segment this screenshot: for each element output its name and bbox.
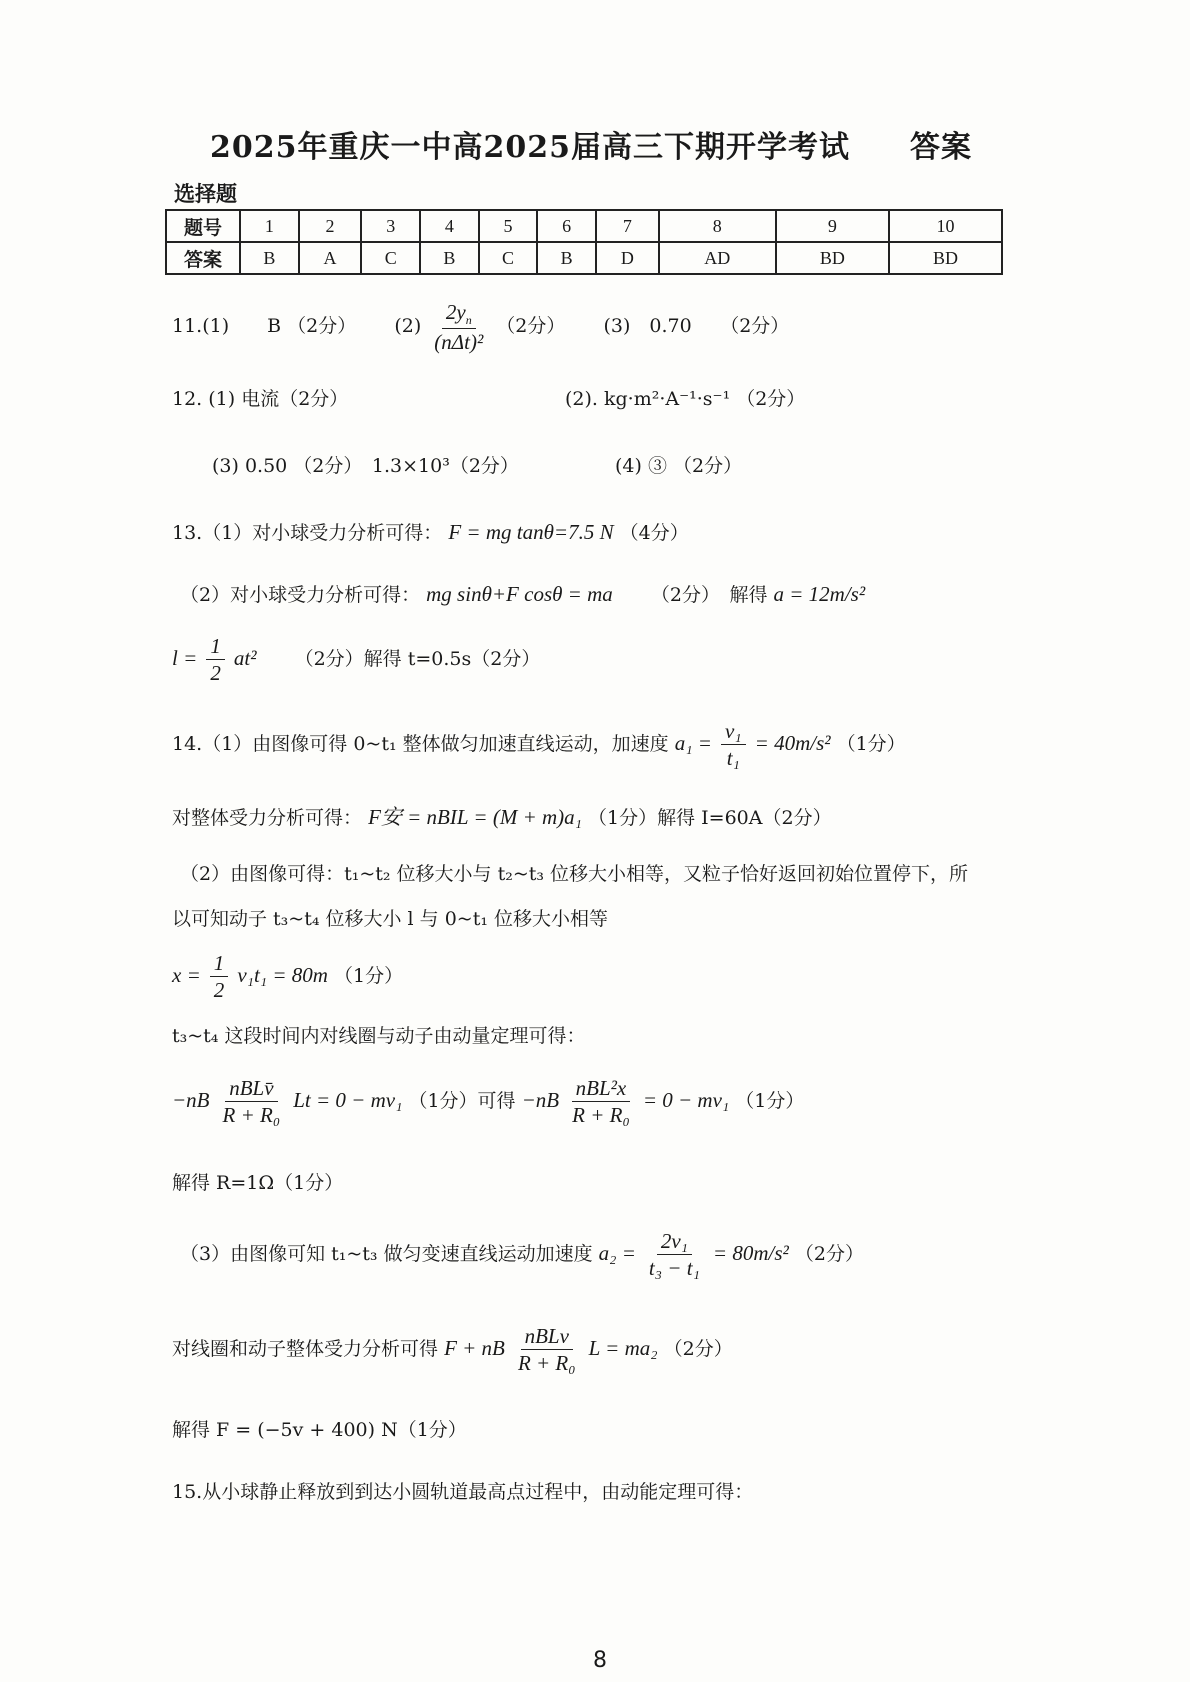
question-number-cell: 6 (537, 210, 596, 242)
q14-line1-rhs: = 40m/s² (754, 730, 831, 755)
q13-line3-lhs: l = (172, 645, 198, 670)
answer-cell: C (361, 242, 420, 274)
page-number: 8 (593, 1648, 607, 1673)
answer-heading: 答案 (910, 130, 972, 165)
answer-cell: B (240, 242, 299, 274)
q13-line2-text: （2）对小球受力分析可得： (180, 584, 421, 606)
q14-line9 (180, 1228, 864, 1282)
answer-cell: C (479, 242, 538, 274)
answer-cell: A (299, 242, 362, 274)
q14-line11: 解得 F = (−5v + 400) N（1分） (172, 1419, 467, 1441)
question-number-cell: 9 (776, 210, 889, 242)
multiple-choice-answer-table (165, 209, 1003, 275)
q14-line5-lhs: x = (172, 962, 201, 987)
q14-line3: （2）由图像可得：t₁~t₂ 位移大小与 t₂~t₃ 位移大小相等，又粒子恰好返回初始位置停下，所 (180, 863, 969, 885)
q12-line2-right: (4) ③ （2分） (615, 455, 743, 477)
q14-line5-rhs: v₁t₁ = 80m (237, 962, 328, 987)
q13-line1-formula: F = mg tanθ=7.5 N (448, 520, 614, 544)
q15-line1: 15.从小球静止释放到到达小圆轨道最高点过程中，由动能定理可得： (172, 1481, 754, 1503)
q14-line7-prefix2: −nB (521, 1087, 560, 1112)
question-number-cell: 8 (659, 210, 776, 242)
q14-line1-fraction (721, 718, 746, 772)
fraction-numerator: nBLv̄ (225, 1075, 277, 1102)
q14-line4: 以可知动子 t₃~t₄ 位移大小 l 与 0~t₁ 位移大小相等 (172, 908, 608, 930)
q14-line1 (172, 718, 906, 772)
q13-line3-rhs: at² (233, 645, 257, 670)
q14-line1-score: （1分） (836, 732, 906, 755)
q14-line1-lhs: a₁ = (674, 730, 712, 755)
q14-line2-formula: F安 = nBIL = (M + m)a₁ (368, 805, 582, 829)
q14-line7-score: （1分）可得 (408, 1089, 516, 1112)
question-number-cell: 3 (361, 210, 420, 242)
q11-fraction-denominator: (nΔt)² (434, 330, 484, 355)
q11-fraction-numerator: 2y (445, 300, 466, 324)
q14-line2 (172, 805, 832, 830)
q14-line5 (172, 950, 403, 1004)
question-number-cell: 4 (420, 210, 479, 242)
question-number-cell: 2 (299, 210, 362, 242)
q14-line10 (172, 1323, 733, 1377)
fraction-denominator: R + R₀ (517, 1351, 576, 1376)
fraction-numerator: 1 (210, 950, 229, 977)
q14-line9-text: （3）由图像可知 t₁~t₃ 做匀变速直线运动加速度 (180, 1242, 593, 1265)
q12-line1-right: (2). kg·m²·A⁻¹·s⁻¹ （2分） (565, 388, 806, 410)
q13-line3-fraction (206, 633, 225, 687)
q14-line10-score: （2分） (663, 1337, 733, 1360)
q14-line5-fraction (210, 950, 229, 1004)
q14-line7 (172, 1075, 804, 1129)
question-number-cell: 7 (596, 210, 659, 242)
fraction-numerator: nBLv (521, 1323, 573, 1350)
q12-line2-left: (3) 0.50 （2分） 1.3×10³（2分） (212, 455, 519, 477)
q14-line2-score: （1分）解得 I=60A（2分） (588, 807, 832, 829)
fraction-denominator: 2 (213, 978, 225, 1003)
q11-line (172, 299, 789, 355)
q11-part1: 11.(1) B （2分） (172, 315, 357, 338)
q13-line1-score: （4分） (619, 522, 689, 544)
fraction-denominator: R + R₀ (222, 1103, 281, 1128)
q14-line7-fraction2 (568, 1075, 634, 1129)
fraction-numerator: v₁ (721, 718, 746, 745)
q13-line2-formula: mg sinθ+F cosθ = ma (426, 582, 613, 606)
q11-part2-label: (2) (394, 315, 422, 338)
answer-cell: B (420, 242, 479, 274)
q14-line9-fraction (645, 1228, 704, 1282)
q12-line1-left: 12. (1) 电流（2分） (172, 388, 349, 410)
fraction-numerator: 1 (206, 633, 225, 660)
q13-line3 (172, 633, 540, 687)
q13-line2-result: a = 12m/s² (773, 582, 866, 606)
q14-line1-text: 14.（1）由图像可得 0~t₁ 整体做匀加速直线运动，加速度 (172, 732, 669, 755)
q11-part2-fraction (430, 299, 487, 355)
answer-cell: D (596, 242, 659, 274)
answer-cell: BD (889, 242, 1002, 274)
q14-line10-rhs: L = ma₂ (588, 1335, 658, 1360)
q14-line10-lhs: F + nB (444, 1335, 505, 1360)
q13-line1-text: 13.（1）对小球受力分析可得： (172, 522, 443, 544)
fraction-denominator: t₁ (726, 746, 740, 771)
q14-line7-fraction (219, 1075, 285, 1129)
question-number-cell: 1 (240, 210, 299, 242)
q14-line9-lhs: a₂ = (598, 1240, 636, 1265)
q14-line6: t₃~t₄ 这段时间内对线圈与动子由动量定理可得： (172, 1025, 586, 1047)
answer-cell: AD (659, 242, 776, 274)
q14-line7-middle: Lt = 0 − mv₁ (293, 1087, 403, 1112)
section-heading-multiple-choice: 选择题 (174, 181, 237, 206)
q14-line7-prefix: −nB (172, 1087, 210, 1112)
q11-part3: (3) 0.70 （2分） (603, 315, 790, 338)
q13-line3-tail: （2分）解得 t=0.5s（2分） (294, 647, 541, 670)
q13-line1 (172, 520, 689, 545)
fraction-denominator: R + R₀ (572, 1103, 630, 1128)
q14-line7-rhs2: = 0 − mv₁ (642, 1087, 730, 1112)
q14-line10-fraction (514, 1323, 580, 1377)
fraction-numerator: nBL²x (572, 1075, 631, 1102)
page-title (210, 122, 972, 166)
question-number-cell: 10 (889, 210, 1002, 242)
table-row-answers (166, 242, 1002, 274)
row-label-question-number: 题号 (166, 210, 240, 242)
q11-fraction-numerator-subscript: n (465, 313, 472, 328)
q13-line2-score: （2分） 解得 (650, 584, 768, 606)
answer-cell: BD (776, 242, 889, 274)
answer-cell: B (537, 242, 596, 274)
q14-line5-score: （1分） (333, 964, 404, 987)
q14-line9-rhs: = 80m/s² (712, 1240, 789, 1265)
table-row-question-numbers (166, 210, 1002, 242)
q14-line9-score: （2分） (794, 1242, 864, 1265)
exam-title: 2025年重庆一中高2025届高三下期开学考试 (210, 130, 850, 165)
q14-line2-text: 对整体受力分析可得： (172, 807, 363, 829)
fraction-numerator: 2v₁ (657, 1228, 692, 1255)
q13-line2 (180, 582, 865, 607)
q14-line7-score2: （1分） (735, 1089, 805, 1112)
q11-part2-score: （2分） (496, 315, 566, 338)
row-label-answer: 答案 (166, 242, 240, 274)
q14-line10-text: 对线圈和动子整体受力分析可得 (172, 1337, 439, 1360)
question-number-cell: 5 (479, 210, 538, 242)
fraction-denominator: 2 (210, 661, 221, 686)
q14-line8: 解得 R=1Ω（1分） (172, 1172, 344, 1194)
fraction-denominator: t₃ − t₁ (648, 1256, 700, 1281)
